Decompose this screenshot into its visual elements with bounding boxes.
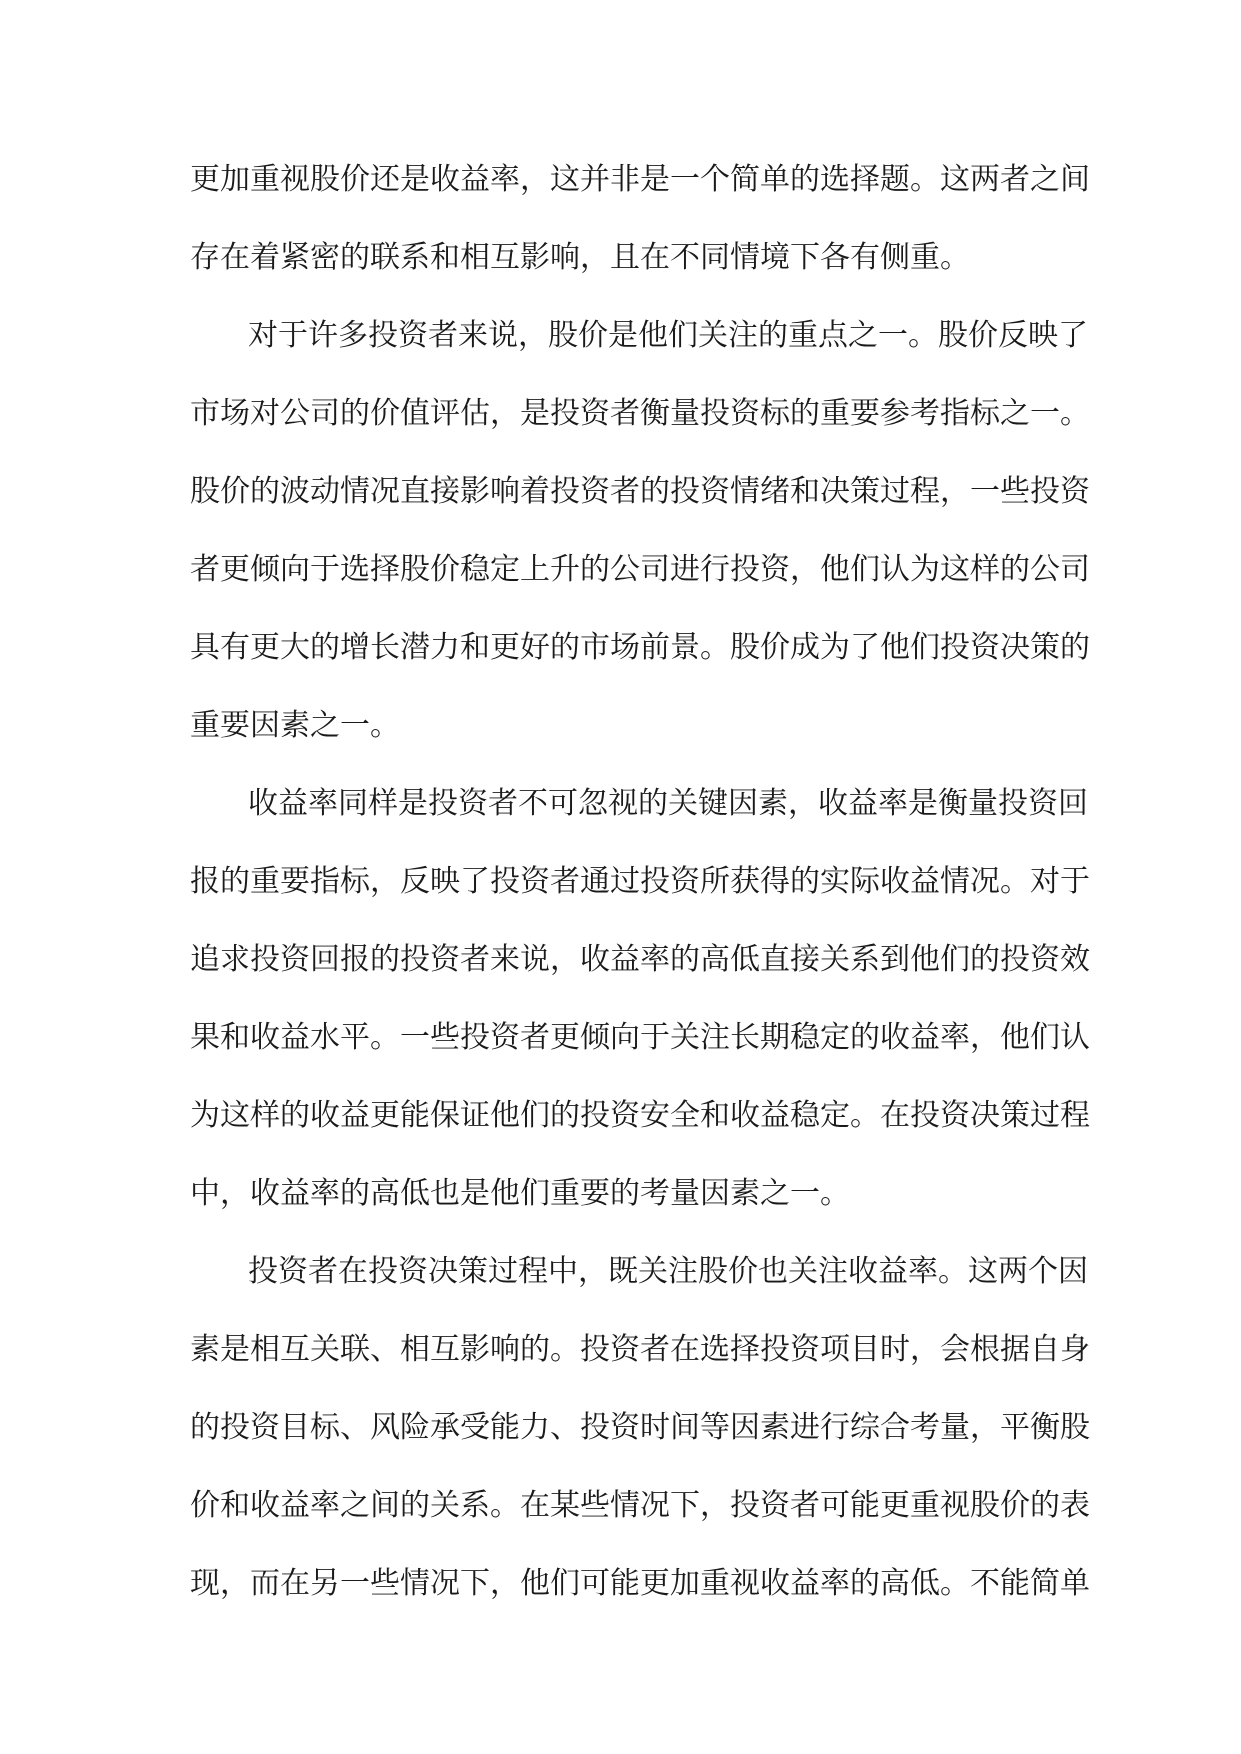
text-line: 更加重视股价还是收益率，这并非是一个简单的选择题。这两者之间	[190, 162, 1090, 197]
text-line: 重要因素之一。	[190, 708, 400, 743]
text-line: 市场对公司的价值评估，是投资者衡量投资标的重要参考指标之一。	[190, 396, 1090, 431]
paragraph-first-line: 对于许多投资者来说，股价是他们关注的重点之一。股价反映了	[248, 318, 1088, 353]
text-line: 存在着紧密的联系和相互影响，且在不同情境下各有侧重。	[190, 240, 970, 275]
text-line: 中，收益率的高低也是他们重要的考量因素之一。	[190, 1176, 850, 1211]
text-line: 果和收益水平。一些投资者更倾向于关注长期稳定的收益率，他们认	[190, 1020, 1090, 1055]
text-line: 股价的波动情况直接影响着投资者的投资情绪和决策过程，一些投资	[190, 474, 1090, 509]
text-line: 报的重要指标，反映了投资者通过投资所获得的实际收益情况。对于	[190, 864, 1090, 899]
body-text	[190, 141, 1090, 1623]
text-line: 具有更大的增长潜力和更好的市场前景。股价成为了他们投资决策的	[190, 630, 1090, 665]
paragraph-first-line: 投资者在投资决策过程中，既关注股价也关注收益率。这两个因	[248, 1254, 1088, 1289]
text-line: 现，而在另一些情况下，他们可能更加重视收益率的高低。不能简单	[190, 1566, 1090, 1601]
text-line: 素是相互关联、相互影响的。投资者在选择投资项目时，会根据自身	[190, 1332, 1090, 1367]
text-line: 价和收益率之间的关系。在某些情况下，投资者可能更重视股价的表	[190, 1488, 1090, 1523]
text-line: 为这样的收益更能保证他们的投资安全和收益稳定。在投资决策过程	[190, 1098, 1090, 1133]
text-line: 的投资目标、风险承受能力、投资时间等因素进行综合考量，平衡股	[190, 1410, 1090, 1445]
text-line: 者更倾向于选择股价稳定上升的公司进行投资，他们认为这样的公司	[190, 552, 1090, 587]
paragraph-first-line: 收益率同样是投资者不可忽视的关键因素，收益率是衡量投资回	[248, 786, 1088, 821]
text-line: 追求投资回报的投资者来说，收益率的高低直接关系到他们的投资效	[190, 942, 1090, 977]
